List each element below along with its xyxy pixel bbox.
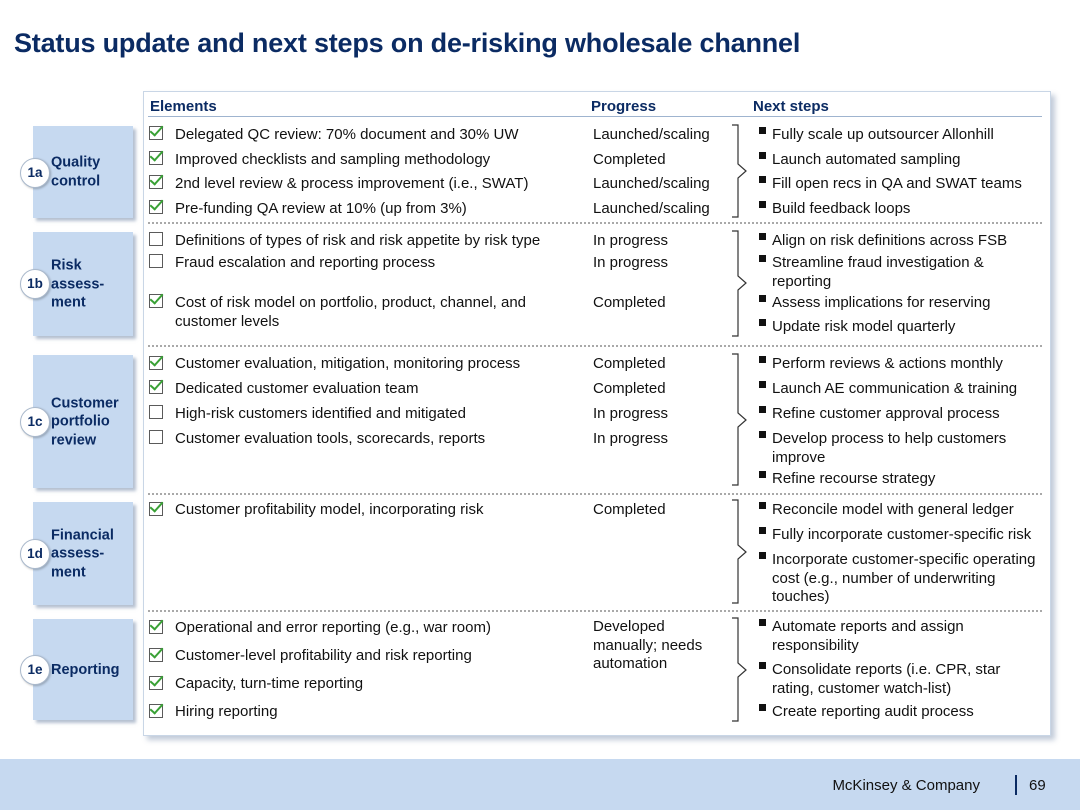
progress-text: Completed <box>593 151 666 168</box>
column-header-elements: Elements <box>150 98 217 115</box>
element-text: High-risk customers identified and mitigated <box>175 405 466 422</box>
column-header-next-steps: Next steps <box>753 98 829 115</box>
bracket-icon <box>730 353 750 487</box>
bullet-icon <box>759 356 766 363</box>
next-step-text: Create reporting audit process <box>772 703 974 720</box>
progress-text: Developed manually; needs automation <box>593 618 703 672</box>
checkbox-checked <box>149 151 163 165</box>
checkbox-checked <box>149 704 163 718</box>
section-badge: 1a <box>20 158 50 188</box>
bullet-icon <box>759 319 766 326</box>
section-label-financial-line: Financial assess- ment <box>51 526 114 580</box>
checkbox-checked <box>149 126 163 140</box>
bullet-icon <box>759 471 766 478</box>
section-label-text <box>51 526 127 582</box>
bullet-icon <box>759 233 766 240</box>
section-divider <box>148 222 1042 224</box>
progress-text: Launched/scaling <box>593 175 710 192</box>
checkbox-checked <box>149 620 163 634</box>
next-step-text: Build feedback loops <box>772 200 911 217</box>
section-divider <box>148 610 1042 612</box>
bracket-icon <box>730 230 750 338</box>
element-text: Dedicated customer evaluation team <box>175 380 419 397</box>
next-step-text: Launch AE communication & training <box>772 380 1018 397</box>
progress-text: In progress <box>593 430 669 447</box>
element-text: Operational and error reporting (e.g., war room) <box>175 619 491 636</box>
section-badge: 1b <box>20 269 50 299</box>
element-text: Customer evaluation, mitigation, monitoring process <box>175 355 521 372</box>
checkbox-checked <box>149 356 163 370</box>
element-text: Definitions of types of risk and risk appetite by risk type <box>175 232 541 249</box>
next-step-text: Streamline fraud investigation & reporting <box>772 254 984 290</box>
bracket-icon <box>730 499 750 605</box>
bracket-icon <box>730 617 750 723</box>
progress-text: In progress <box>593 254 669 271</box>
element-text: Capacity, turn-time reporting <box>175 675 364 692</box>
next-step-text: Fully scale up outsourcer Allonhill <box>772 126 994 143</box>
section-label-text: Customer portfolio review <box>51 394 119 448</box>
footer-divider <box>1015 775 1017 795</box>
page-number: 69 <box>1029 777 1046 794</box>
column-header-progress: Progress <box>591 98 657 115</box>
next-step-text: Fully incorporate customer-specific risk <box>772 526 1032 543</box>
next-step-text: Perform reviews & actions monthly <box>772 355 1003 372</box>
bullet-icon <box>759 381 766 388</box>
bullet-icon <box>759 255 766 262</box>
next-step-text: Automate reports and assign responsibility <box>772 618 964 654</box>
checkbox-unchecked <box>149 405 163 419</box>
checkbox-unchecked <box>149 430 163 444</box>
bullet-icon <box>759 704 766 711</box>
next-step-text: Refine recourse strategy <box>772 470 936 487</box>
checkbox-unchecked <box>149 254 163 268</box>
checkbox-checked <box>149 175 163 189</box>
section-badge: 1e <box>20 655 50 685</box>
bullet-icon <box>759 127 766 134</box>
bullet-icon <box>759 552 766 559</box>
element-text: Fraud escalation and reporting process <box>175 254 436 271</box>
element-text: Pre-funding QA review at 10% (up from 3%) <box>175 200 467 217</box>
progress-text: Launched/scaling <box>593 126 710 143</box>
next-step-text: Incorporate customer-specific operating cost (e.g., number of underwriting touches) <box>772 551 1036 605</box>
bracket-icon <box>730 124 750 218</box>
next-step-text: Fill open recs in QA and SWAT teams <box>772 175 1022 192</box>
page-title: Status update and next steps on de-risking wholesale channel <box>14 28 801 58</box>
checkbox-checked <box>149 200 163 214</box>
footer-brand: McKinsey & Company <box>832 777 980 794</box>
element-text: Customer evaluation tools, scorecards, reports <box>175 430 486 447</box>
next-step-text: Refine customer approval process <box>772 405 1000 422</box>
progress-text: In progress <box>593 232 669 249</box>
element-text: Delegated QC review: 70% document and 30% UW <box>175 126 519 143</box>
progress-text: Completed <box>593 294 666 311</box>
section-divider <box>148 345 1042 347</box>
progress-text: In progress <box>593 405 669 422</box>
progress-text: Launched/scaling <box>593 200 710 217</box>
progress-text: Completed <box>593 380 666 397</box>
next-step-text: Consolidate reports (i.e. CPR, star rating, customer watch-list) <box>772 661 1001 697</box>
next-step-text: Launch automated sampling <box>772 151 961 168</box>
element-text: Customer-level profitability and risk reporting <box>175 647 472 664</box>
element-text: Customer profitability model, incorporating risk <box>175 501 484 518</box>
bullet-icon <box>759 152 766 159</box>
section-label-risk-line: Risk assess- ment <box>51 257 105 311</box>
bullet-icon <box>759 176 766 183</box>
checkbox-unchecked <box>149 232 163 246</box>
element-text: Improved checklists and sampling methodology <box>175 151 491 168</box>
next-step-text: Align on risk definitions across FSB <box>772 232 1008 249</box>
element-text: 2nd level review & process improvement (i.e., SWAT) <box>175 175 529 192</box>
header-divider <box>148 116 1042 117</box>
bullet-icon <box>759 431 766 438</box>
section-label-text <box>51 256 121 312</box>
checkbox-checked <box>149 502 163 516</box>
checkbox-checked <box>149 294 163 308</box>
next-step-text: Develop process to help customers improve <box>772 430 1007 466</box>
element-text: Cost of risk model on portfolio, product, channel, and customer levels <box>175 294 527 330</box>
next-step-text: Assess implications for reserving <box>772 294 991 311</box>
section-divider <box>148 493 1042 495</box>
next-step-text: Update risk model quarterly <box>772 318 956 335</box>
section-badge: 1d <box>20 539 50 569</box>
bullet-icon <box>759 527 766 534</box>
next-step-text: Reconcile model with general ledger <box>772 501 1014 518</box>
checkbox-checked <box>149 676 163 690</box>
bullet-icon <box>759 662 766 669</box>
section-label-text: Reporting <box>51 661 120 678</box>
checkbox-checked <box>149 648 163 662</box>
progress-text: Completed <box>593 501 666 518</box>
bullet-icon <box>759 619 766 626</box>
section-label-text: Quality control <box>51 154 101 189</box>
bullet-icon <box>759 201 766 208</box>
bullet-icon <box>759 502 766 509</box>
bullet-icon <box>759 406 766 413</box>
bullet-icon <box>759 295 766 302</box>
checkbox-checked <box>149 380 163 394</box>
section-badge: 1c <box>20 407 50 437</box>
element-text: Hiring reporting <box>175 703 278 720</box>
progress-text: Completed <box>593 355 666 372</box>
